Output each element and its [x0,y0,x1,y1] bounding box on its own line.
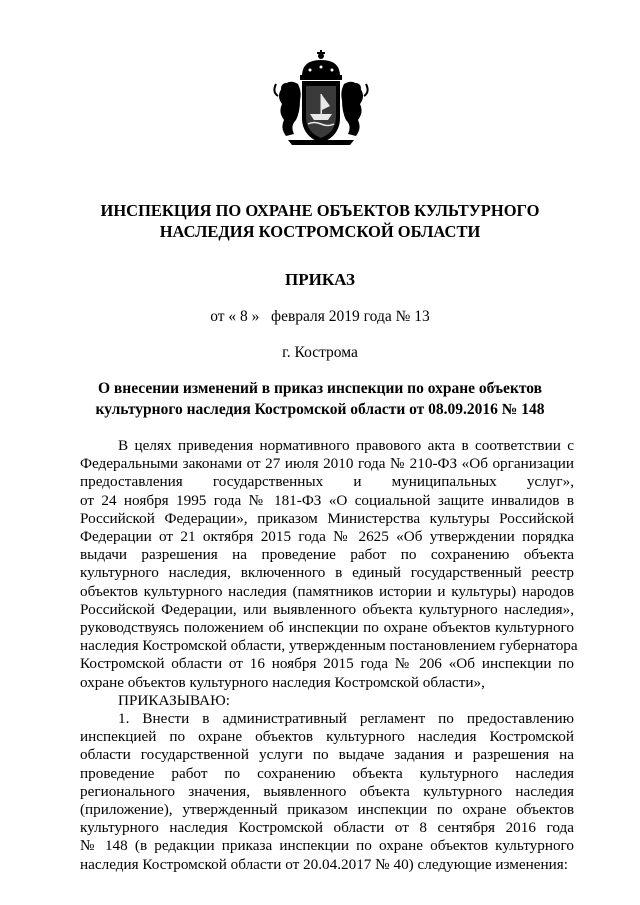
body-line: культурного наследия, включенного в единый государственный реестр [80,564,574,582]
order-date-number: от « 8 » февраля 2019 года № 13 [210,308,430,325]
body-line: культурного наследия Костромской области от 8 сентября 2016 года [80,819,574,837]
kostroma-coat-of-arms-emblem [262,48,380,148]
order-subject-line: О внесении изменений в приказ инспекции по охране объектов [97,380,543,397]
body-line: от 24 ноября 1995 года № 181-ФЗ «О социальной защите инвалидов в [80,491,574,509]
order-city: г. Кострома [282,344,358,361]
body-line: № 148 (в редакции приказа инспекции по охране объектов культурного [80,837,574,855]
order-subject [60,378,580,420]
body-line: области государственной услуги по выдаче задания и разрешения на [80,746,574,764]
body-line: Федерации от 21 октября 2015 года № 2625 «Об утверждении порядка [80,528,574,546]
body-line: Российской Федерации, или выявленного объекта культурного наследия», [80,600,574,618]
organization-name [60,200,580,242]
body-line: 1. Внести в административный регламент по предоставлению [118,710,574,728]
document-type-title: ПРИКАЗ [285,270,355,289]
organization-name-line: НАСЛЕДИЯ КОСТРОМСКОЙ ОБЛАСТИ [159,222,481,241]
body-line: Костромской области от 16 ноября 2015 года № 206 «Об инспекции по [80,655,574,673]
body-line: (приложение), утвержденный приказом инспекции по охране объектов [80,801,574,819]
body-line: наследия Костромской области от 20.04.2017 № 40) следующие изменения: [80,855,568,873]
body-line: Российской Федерации», приказом Министерства культуры Российской [80,509,574,527]
body-line: руководствуясь положением об инспекции по охране объектов культурного [80,619,574,637]
body-line: Федеральными законами от 27 июля 2010 года № 210-ФЗ «Об организации [80,455,574,473]
order-body [80,437,578,874]
body-line: выдачи разрешения на проведение работ по сохранению объекта [80,546,574,564]
body-line: инспекцией по охране объектов культурного наследия Костромской [80,728,574,746]
body-line: регионального значения, выявленного объекта культурного наследия [80,782,574,800]
body-line: предоставления государственных и муниципальных услуг», [80,473,574,491]
body-line: проведение работ по сохранению объекта культурного наследия [80,764,574,782]
order-command: ПРИКАЗЫВАЮ: [118,691,230,709]
body-line: В целях приведения нормативного правового акта в соответствии с [118,437,574,454]
body-line: охране объектов культурного наследия Костромской области», [80,673,485,691]
organization-name-line: ИНСПЕКЦИЯ ПО ОХРАНЕ ОБЪЕКТОВ КУЛЬТУРНОГО [100,201,540,220]
body-line: наследия Костромской области, утвержденным постановлением губернатора [80,637,578,655]
body-line: объектов культурного наследия (памятников истории и культуры) народов [80,582,574,600]
order-subject-line: культурного наследия Костромской области от 08.09.2016 № 148 [95,401,545,418]
